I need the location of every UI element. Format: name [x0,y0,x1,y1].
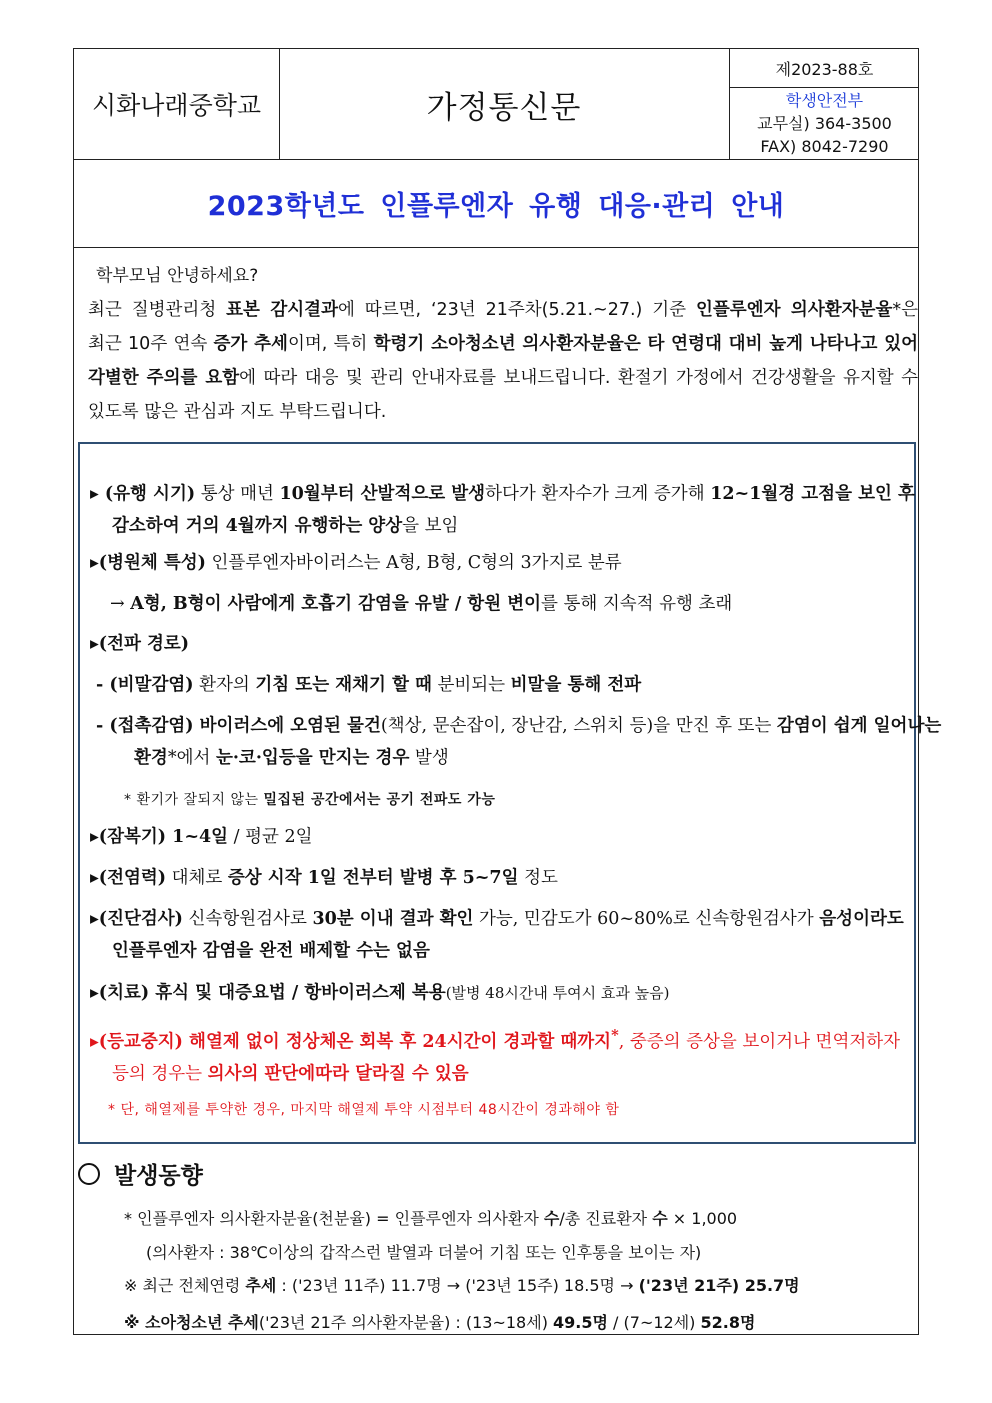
def-text: /총 진료환자 [559,1209,653,1228]
def-bold: 수 [652,1209,668,1228]
def-text: × 1,000 [667,1209,738,1228]
intro-paragraph [88,293,918,429]
trend-heading [78,1157,203,1190]
intro-text: *은 최근 10주 연속 [88,300,919,354]
item-label: ▸(진단검사) [90,909,183,929]
item-text: / 평균 2일 [228,827,313,847]
item-bold: 10월부터 산발적으로 발생 [279,484,486,504]
item-label: ▸(전염력) [90,868,167,888]
trend-all-ages [124,1273,800,1296]
item-bold: A형, B형이 사람에게 호흡기 감염을 유발 / 항원 변이 [130,594,542,614]
intro-bold: 학령기 소아청소년 의사환자분율은 타 연령대 대비 높게 나타나고 있어 각별한 주의를 요함 [88,334,919,388]
item-text: 환자의 [193,675,256,695]
info-box [78,442,942,1144]
trend-definition-note: (의사환자 : 38℃이상의 갑작스런 발열과 더불어 기침 또는 인후통을 보이는 자) [146,1243,702,1262]
issuer-info [729,49,919,159]
item-label: ▸(전파 경로) [90,634,190,654]
note-bold: 밀집된 공간에서는 공기 전파도 가능 [263,792,496,808]
school-stop-note: * 단, 해열제를 투약한 경우, 마지막 해열제 투약 시점부터 48시간이 경과해야 함 [108,1102,620,1118]
item-incubation [90,821,908,853]
item-text: 하다가 환자수가 크게 증가해 [485,484,711,504]
arrow: → [110,594,131,614]
greeting: 학부모님 안녕하세요? [96,266,259,286]
intro-text: 에 따라 대응 및 관리 안내자료를 보내드립니다. 환절기 가정에서 건강생활을 유지할 수 있도록 많은 관심과 지도 부탁드립니다. [88,368,918,422]
school-name: 시화나래중학교 [74,49,280,159]
item-label: ▸(병원체 특성) [90,553,206,573]
item-text: (책상, 문손잡이, 장난감, 스위치 등)을 만진 후 또는 [380,716,777,736]
letter-header [74,49,918,160]
item-text: 를 통해 지속적 유행 초래 [541,594,733,614]
star: * [611,1027,619,1044]
item-school-stop [90,1020,930,1090]
item-label: ▸(등교중지) 해열제 없이 정상체온 회복 후 24시간이 경과할 때까지 [90,1031,612,1052]
item-text: (발병 48시간내 투여시 효과 높음) [445,984,670,1002]
item-droplet [96,669,914,701]
item-label: ▸(치료) 휴식 및 대증요법 / 항바이러스제 복용 [90,983,446,1003]
item-bold: 음성이라도 인플루엔자 감염을 완전 배제할 수는 없음 [112,909,904,961]
item-label: ▸ (유행 시기) [90,484,196,504]
intro-bold: 표본 감시결과 [226,300,338,320]
item-text: 을 보임 [402,516,459,536]
department: 학생안전부 [785,91,864,110]
item-text: 대체로 [166,868,228,888]
item-bold: 눈·코·입등을 만지는 경우 [215,748,410,768]
item-route [90,628,908,660]
item-text: 통상 매년 [195,484,280,504]
item-text: *에서 [167,748,216,768]
item-bold: 감염이 쉽게 일어나는 환경 [134,716,942,768]
title-bar [74,159,918,248]
item-text: 가능, 민감도가 60~80%로 신속항원검사가 [473,909,820,929]
trend-bold: 52.8명 [700,1313,756,1332]
circle-bullet-icon [78,1163,100,1185]
def-text: * 인플루엔자 의사환자분율(천분율) = 인플루엔자 의사환자 [124,1209,544,1228]
trend-text: ('23년 21주 의사환자분율) : (13~18세) [258,1313,554,1332]
item-text: 신속항원검사로 [182,909,313,929]
intro-text: 최근 질병관리청 [88,300,227,320]
document-frame [73,48,942,1335]
item-bold: 비말을 통해 전파 [510,675,642,695]
item-label: - (접촉감염) 바이러스에 오염된 물건 [96,716,381,736]
item-text: 발생 [409,748,449,768]
item-text: 인플루엔자바이러스는 A형, B형, C형의 3가지로 분류 [205,553,622,573]
trend-bold: ※ 소아청소년 추세 [124,1313,259,1332]
item-treatment [90,977,908,1009]
trend-bold: 추세 [245,1276,277,1295]
intro-text: 에 따르면, ‘23년 21주차(5.21.~27.) 기준 [338,300,696,320]
item-test [90,903,930,967]
intro-bold: 인플루엔자 의사환자분율 [695,300,893,320]
airborne-note [124,789,495,809]
note-text: * 환기가 잘되지 않는 [124,792,264,808]
item-label: ▸(잠복기) 1~4일 [90,827,229,847]
item-contact [96,710,946,774]
item-text: 정도 [518,868,558,888]
item-season [90,478,930,542]
item-bold: 증상 시작 1일 전부터 발병 후 5~7일 [227,868,519,888]
item-text: 분비되는 [431,675,511,695]
trend-text: ※ 최근 전체연령 [124,1276,246,1295]
fax: FAX) 8042-7290 [760,137,889,156]
trend-title: 발생동향 [114,1163,203,1189]
item-bold: 의사의 판단에따라 달라질 수 있음 [207,1063,469,1084]
trend-definition [124,1206,737,1229]
trend-text: / (7~12세) [607,1313,701,1332]
item-label: - (비말감염) [96,675,194,695]
intro-bold: 증가 추세 [213,334,288,354]
item-text: , 중증의 증상을 보이거나 면역저하자 등의 경우는 [112,1031,901,1084]
trend-text: : ('23년 11주) 11.7명 → ('23년 15주) 18.5명 → [276,1276,639,1295]
item-bold: 30분 이내 결과 확인 [312,909,474,929]
item-pathogen [90,547,908,579]
notice-title: 가정통신문 [426,89,582,126]
main-title: 2023학년도 인플루엔자 유행 대응·관리 안내 [207,190,785,222]
trend-bold: 49.5명 [553,1313,608,1332]
phone: 교무실) 364-3500 [757,114,892,133]
trend-youth [124,1310,755,1333]
issue-number: 제2023-88호 [730,49,919,88]
item-pathogen-detail [110,588,928,620]
item-bold: 기침 또는 재채기 할 때 [255,675,432,695]
trend-bold: ('23년 21주) 25.7명 [638,1276,800,1295]
item-bold: 12~1월경 고점을 보인 후 감소하여 거의 4월까지 유행하는 양상 [112,484,915,536]
item-infectious [90,862,908,894]
def-bold: 수 [543,1209,560,1228]
intro-text: 이며, 특히 [287,334,374,354]
